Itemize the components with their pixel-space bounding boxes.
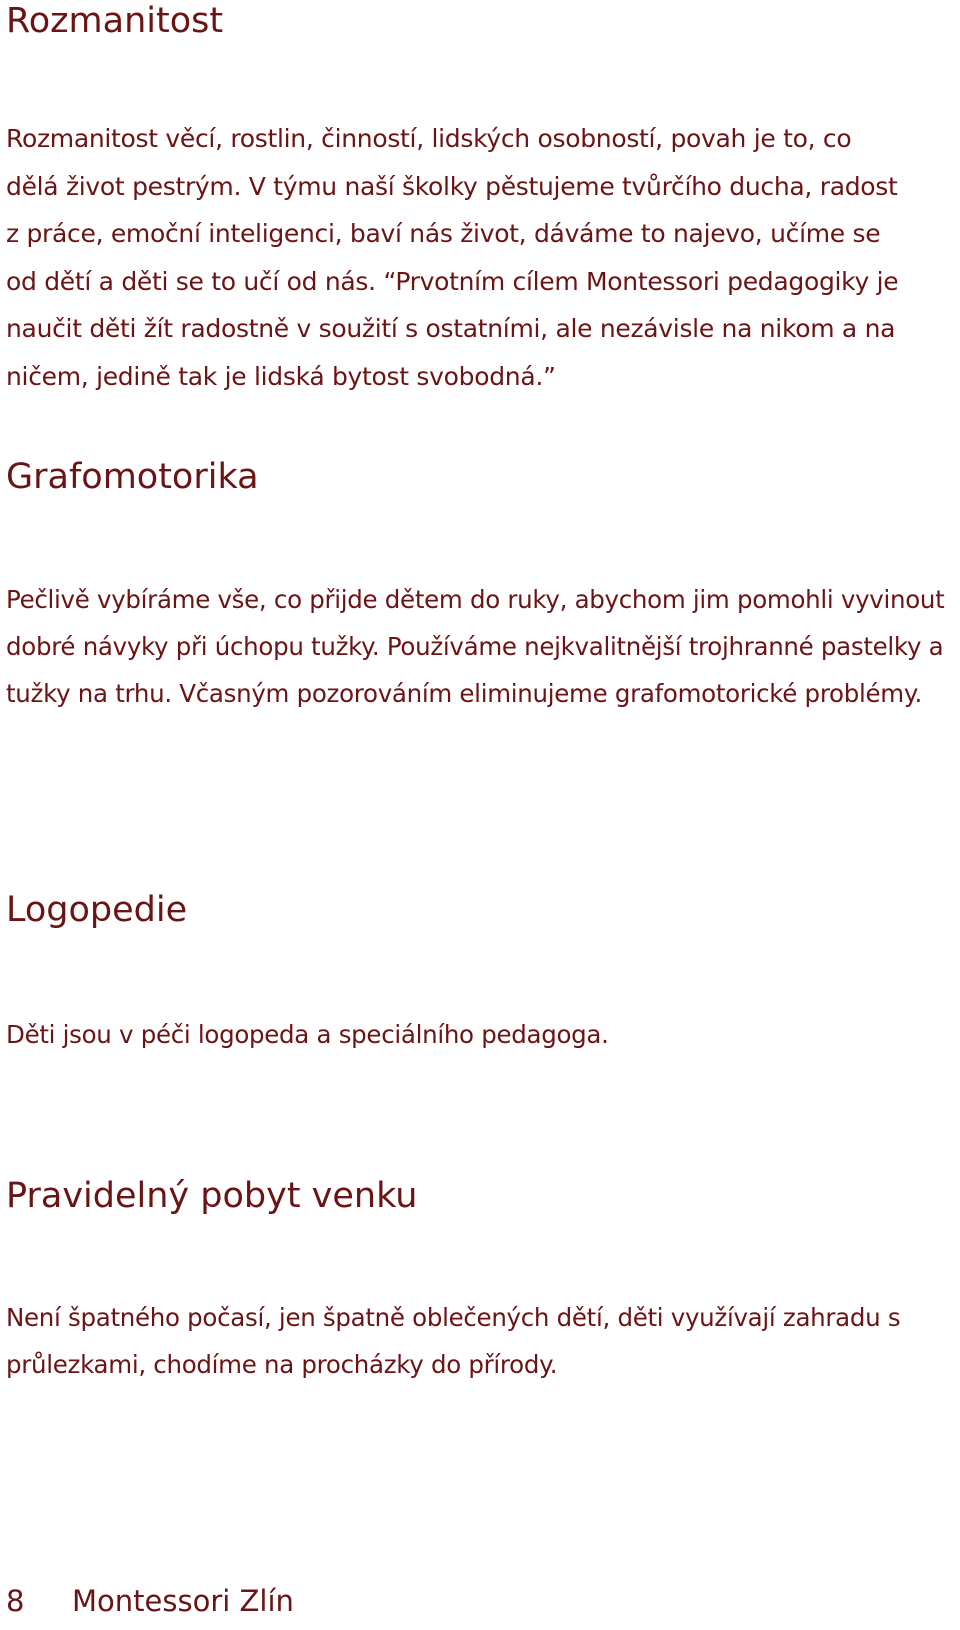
publication-name: Montessori Zlín bbox=[72, 1584, 294, 1618]
section-text-grafomotorika: Pečlivě vybíráme vše, co přijde dětem do ruky, abychom jim pomohli vyvinout dobré návyky při úchopu tužky. Používáme nejkvalitnější trojhranné pastelky a tužky na trhu. Včasným pozorováním eliminujeme grafomotorické problémy. bbox=[6, 585, 945, 708]
page-number: 8 bbox=[6, 1584, 25, 1618]
section-title-rozmanitost: Rozmanitost bbox=[6, 1, 224, 41]
section-title-logopedie: Logopedie bbox=[6, 890, 188, 930]
section-text-rozmanitost: Rozmanitost věcí, rostlin, činností, lidských osobností, povah je to, co dělá život pestrým. V týmu naší školky pěstujeme tvůrčího ducha, radost z práce, emoční inteligenci, baví nás život, dáváme to najevo, učíme se od dětí a děti se to učí od nás. “Prvotním cílem Montessori pedagogiky je naučit děti žít radostně v soužití s ostatními, ale nezávisle na nikom a na ničem, jedině tak je lidská bytost svobodná.” bbox=[6, 124, 899, 391]
section-title-grafomotorika: Grafomotorika bbox=[6, 457, 259, 497]
section-text-pobyt-venku: Není špatného počasí, jen špatně oblečených dětí, děti využívají zahradu s průlezkami, chodíme na procházky do přírody. bbox=[6, 1303, 901, 1379]
page-footer bbox=[6, 1584, 294, 1618]
section-title-pobyt-venku: Pravidelný pobyt venku bbox=[6, 1176, 418, 1216]
section-text-logopedie: Děti jsou v péči logopeda a speciálního pedagoga. bbox=[6, 1020, 609, 1049]
